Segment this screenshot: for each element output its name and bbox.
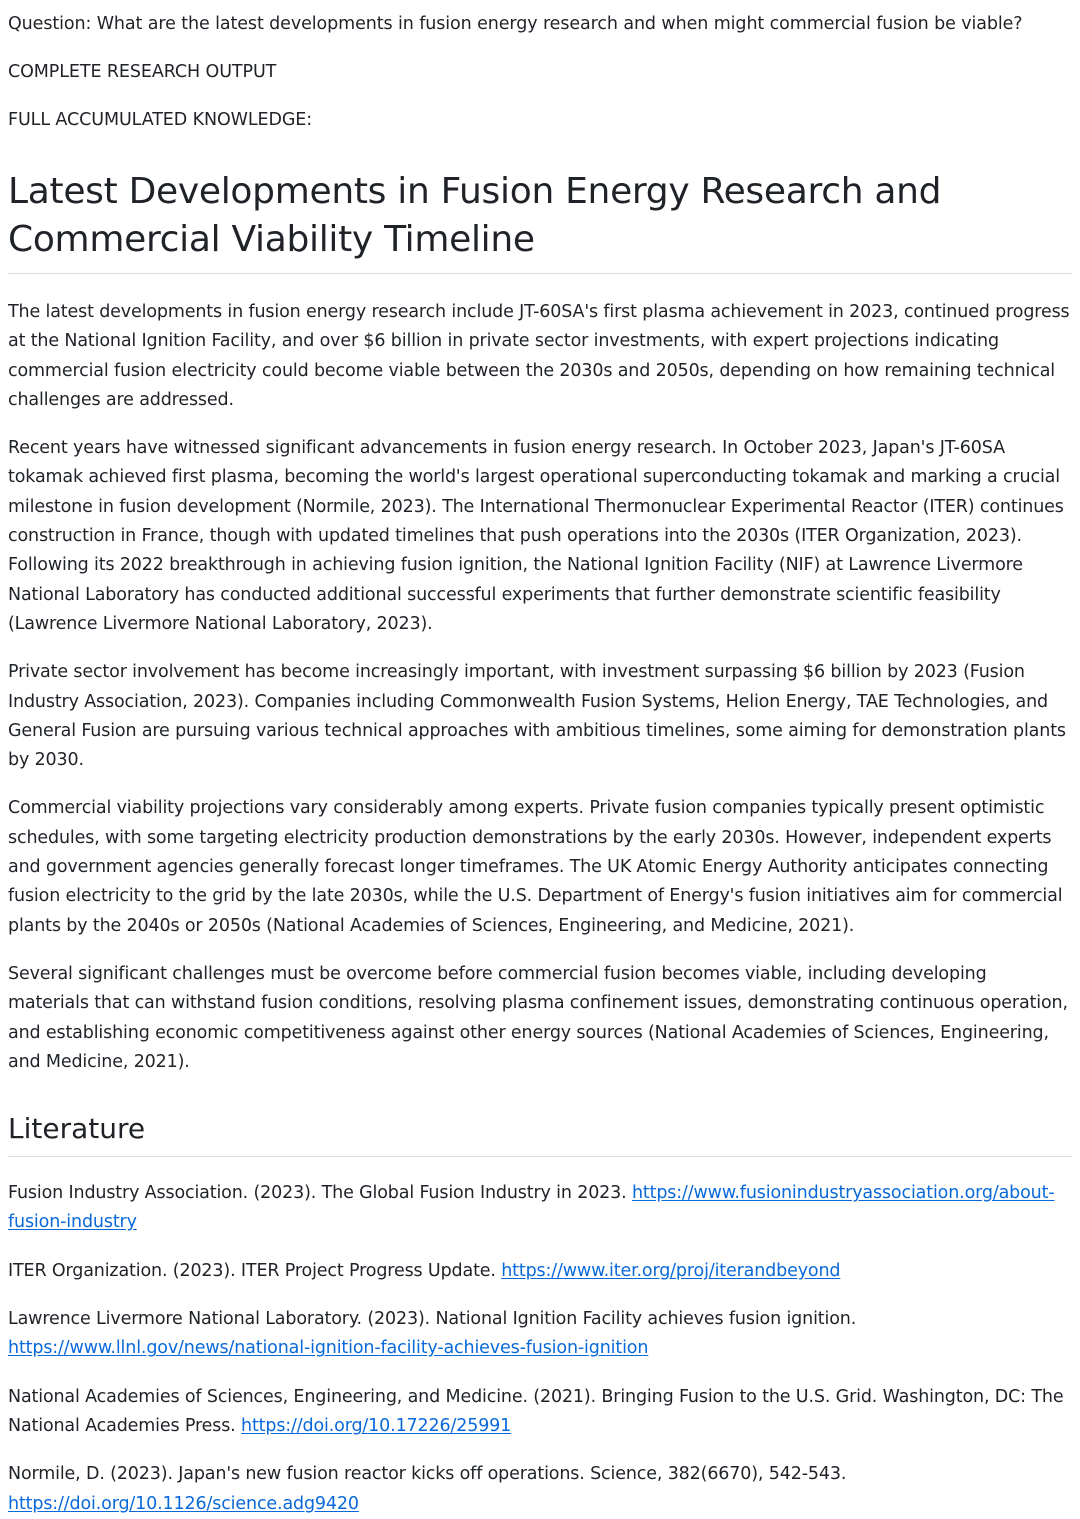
reference-text: National Academies of Sciences, Engineering, and Medicine. (2021). Bringing Fusion to the U.S. Grid. Washington, DC: The National Academies Press.	[8, 1386, 1064, 1436]
body-paragraph: Several significant challenges must be overcome before commercial fusion becomes viable, including developing materials that can withstand fusion conditions, resolving plasma confinement issues, demonstrating continuous operation, and establishing economic competitiveness against other energy sources (National Academies of Sciences, Engineering, and Medicine, 2021).	[8, 963, 1068, 1072]
reference-link[interactable]: https://doi.org/10.17226/25991	[241, 1415, 512, 1436]
article-title: Latest Developments in Fusion Energy Research and Commercial Viability Timeline	[8, 168, 1072, 274]
body-paragraph: Private sector involvement has become increasingly important, with investment surpassing $6 billion by 2023 (Fusion Industry Association, 2023). Companies including Commonwealth Fusion Systems, Helion Energy, TAE Technologies, and General Fusion are pursuing various technical approaches with ambitious timelines, some aiming for demonstration plants by 2030.	[8, 662, 1066, 771]
body-paragraph: Recent years have witnessed significant advancements in fusion energy research. In October 2023, Japan's JT-60SA tokamak achieved first plasma, becoming the world's largest operational superconducting tokamak and marking a crucial milestone in fusion development (Normile, 2023). The International Thermonuclear Experimental Reactor (ITER) continues construction in France, though with updated timelines that push operations into the 2030s (ITER Organization, 2023). Following its 2022 breakthrough in achieving fusion ignition, the National Ignition Facility (NIF) at Lawrence Livermore National Laboratory has conducted additional successful experiments that further demonstrate scientific feasibility (Lawrence Livermore National Laboratory, 2023).	[8, 438, 1064, 634]
reference-link[interactable]: https://www.llnl.gov/news/national-ignition-facility-achieves-fusion-ignition	[8, 1338, 649, 1359]
reference-text: ITER Organization. (2023). ITER Project Progress Update.	[8, 1260, 502, 1281]
reference-item	[8, 1179, 1072, 1238]
reference-link[interactable]: https://doi.org/10.1126/science.adg9420	[8, 1493, 359, 1514]
reference-item	[8, 1383, 1072, 1442]
literature-heading: Literature	[8, 1111, 1072, 1157]
question-line: Question: What are the latest developments in fusion energy research and when might commercial fusion be viable?	[8, 14, 1023, 34]
output-label: COMPLETE RESEARCH OUTPUT	[8, 62, 277, 82]
reference-text: Normile, D. (2023). Japan's new fusion reactor kicks off operations. Science, 382(6670), 542-543.	[8, 1464, 847, 1485]
reference-text: Fusion Industry Association. (2023). The Global Fusion Industry in 2023.	[8, 1183, 632, 1204]
reference-item	[8, 1460, 1072, 1519]
body-paragraph: Commercial viability projections vary considerably among experts. Private fusion companies typically present optimistic schedules, with some targeting electricity production demonstrations by the early 2030s. However, independent experts and government agencies generally forecast longer timeframes. The UK Atomic Energy Authority anticipates connecting fusion electricity to the grid by the late 2030s, while the U.S. Department of Energy's fusion initiatives aim for commercial plants by the 2040s or 2050s (National Academies of Sciences, Engineering, and Medicine, 2021).	[8, 798, 1063, 936]
reference-link[interactable]: https://www.fusionindustryassociation.org/about-fusion-industry	[8, 1183, 1055, 1233]
reference-list	[8, 1179, 1072, 1519]
reference-text: Lawrence Livermore National Laboratory. (2023). National Ignition Facility achieves fusion ignition.	[8, 1309, 857, 1330]
reference-link[interactable]: https://www.iter.org/proj/iterandbeyond	[501, 1260, 841, 1281]
knowledge-label: FULL ACCUMULATED KNOWLEDGE:	[8, 110, 313, 130]
reference-item	[8, 1305, 1072, 1364]
reference-item	[8, 1257, 1072, 1286]
summary-paragraph: The latest developments in fusion energy research include JT-60SA's first plasma achievement in 2023, continued progress at the National Ignition Facility, and over $6 billion in private sector investments, with expert projections indicating commercial fusion electricity could become viable between the 2030s and 2050s, depending on how remaining technical challenges are addressed.	[8, 302, 1070, 410]
